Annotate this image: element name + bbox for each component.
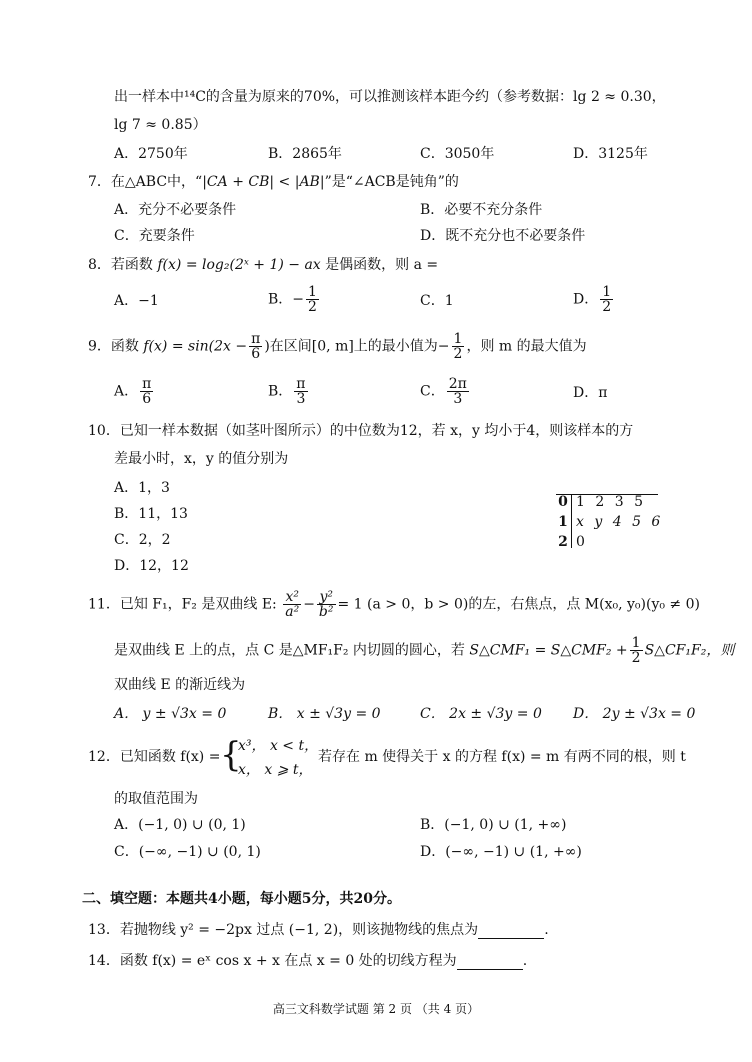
denominator: 3 — [453, 391, 463, 407]
q7-stem-vector: |CA + CB| < |AB| — [202, 174, 325, 190]
q9-stem-pre: 9．函数 — [88, 338, 139, 355]
denominator: 2 — [308, 299, 317, 315]
answer-blank[interactable] — [478, 924, 544, 939]
q11-line3: 双曲线 E 的渐近线为 — [114, 677, 246, 693]
fraction — [630, 636, 643, 665]
leaf-values: x y 4 5 6 — [576, 514, 664, 530]
q7-stem — [88, 173, 459, 191]
left-brace: { — [220, 735, 242, 775]
q12-option-a: A．(−1, 0) ∪ (0, 1) — [114, 817, 246, 833]
stem-value: 1 — [558, 514, 568, 530]
q9-stem-mid: )在区间[0, m]上的最小值为− — [264, 338, 450, 355]
numerator: 1 — [602, 284, 612, 300]
q7-option-a: A．充分不必要条件 — [114, 202, 237, 218]
fraction — [294, 377, 307, 406]
leaf-values: 1 2 3 5 — [576, 494, 646, 510]
denominator: b² — [318, 604, 334, 620]
numerator: 1 — [453, 331, 463, 347]
q9-stem-post: ，则 m 的最大值为 — [466, 338, 587, 355]
q7-stem-post: ”是“∠ACB是钝角”的 — [324, 174, 459, 190]
q12-stem-post: 若存在 m 使得关于 x 的方程 f(x) = m 有两不同的根，则 t — [318, 749, 686, 765]
denominator: a² — [285, 604, 300, 620]
q11-line1: 11．已知 F₁，F₂ 是双曲线 E: $\frac{\text{x²}}{\text{a²}}$ − $\frac{\text{y²}}{\text{b²}}$ = 1 (a > 0，b > 0)的左，右焦点，点 M(x₀, y₀)(y₀ ≠ 0) — [88, 589, 700, 620]
q10-line1: 10．已知一样本数据（如茎叶图所示）的中位数为12，若 x，y 均小于4，则该样本的方 — [88, 423, 634, 439]
q6-option-b: B．2865年 — [268, 146, 342, 162]
stem-value: 0 — [558, 494, 568, 510]
q7-option-d: D．既不充分也不必要条件 — [420, 228, 586, 244]
q12-stem-pre: 12．已知函数 f(x) = — [88, 749, 221, 765]
q8-stem-post: 是偶函数，则 a = — [325, 257, 439, 273]
q7-option-b: B．必要不充分条件 — [420, 202, 543, 218]
q6-line2: lg 7 ≈ 0.85） — [114, 117, 207, 133]
denominator: 6 — [142, 391, 152, 407]
q8-option-a: A．−1 — [114, 293, 159, 309]
leaf-values: 0 — [576, 534, 588, 550]
q11-line2 — [114, 636, 734, 665]
q11-option-b: B． x ± √3y = 0 — [268, 706, 381, 722]
q14 — [88, 952, 527, 970]
q13-text: 13．若抛物线 y² = −2px 过点 (−1, 2)，则该抛物线的焦点为 — [88, 922, 479, 938]
q6-option-d: D．3125年 — [573, 146, 648, 162]
numerator: y² — [317, 590, 336, 605]
q14-period: . — [522, 953, 528, 969]
q9-stem-math: f(x) = sin(2x − — [143, 338, 248, 355]
q8-option-c: C．1 — [420, 293, 454, 309]
fraction — [283, 590, 301, 619]
stem-value: 2 — [558, 534, 568, 550]
q6-option-a: A．2750年 — [114, 146, 188, 162]
fraction — [306, 285, 319, 314]
q9-option-d: D．π — [573, 385, 608, 401]
denominator: 2 — [453, 346, 463, 362]
q10-option-c: C．2，2 — [114, 532, 171, 548]
denominator: 3 — [296, 391, 306, 407]
numerator: π — [142, 376, 152, 392]
numerator: π — [251, 331, 261, 347]
q7-option-c: C．充要条件 — [114, 228, 195, 244]
q7-stem-pre: 7．在△ABC中，“ — [88, 174, 203, 190]
fraction — [452, 332, 465, 361]
q9-option-c-label: C． — [420, 383, 445, 400]
q12-case1: x³， x < t， — [238, 738, 319, 754]
q12-option-c: C．(−∞, −1) ∪ (0, 1) — [114, 844, 261, 860]
q10-option-d: D．12，12 — [114, 558, 189, 574]
denominator: 6 — [251, 346, 261, 362]
fraction — [140, 377, 153, 406]
q9-option-b — [268, 377, 310, 406]
q12-case2: x， x ⩾ t， — [238, 762, 313, 778]
q11-line1-pre: 11．已知 F₁，F₂ 是双曲线 E: — [88, 596, 277, 613]
q10-line2: 差最小时，x，y 的值分别为 — [114, 451, 289, 467]
q11-line2-math: S△CMF₁ = S△CMF₂ + — [469, 642, 628, 659]
fraction — [600, 285, 613, 314]
page-footer: 高三文科数学试题 第 2 页 （共 4 页） — [272, 1002, 480, 1016]
stem-leaf-row — [556, 492, 663, 512]
q13-period: . — [544, 922, 549, 938]
q11-line2-pre: 是双曲线 E 上的点，点 C 是△MF₁F₂ 内切圆的圆心，若 — [114, 642, 465, 659]
fraction — [317, 590, 336, 619]
q10-option-b: B．11，13 — [114, 506, 188, 522]
q11-option-d: D． 2y ± √3x = 0 — [573, 706, 696, 722]
stem-leaf-plot — [556, 492, 663, 552]
stem-leaf-row — [556, 512, 663, 532]
q14-text: 14．函数 f(x) = eˣ cos x + x 在点 x = 0 处的切线方程为 — [88, 953, 457, 969]
q11-option-c: C． 2x ± √3y = 0 — [420, 706, 542, 722]
numerator: 2π — [448, 376, 467, 392]
denominator: 2 — [631, 650, 641, 666]
q10-option-a: A．1，3 — [114, 480, 170, 496]
q9-stem — [88, 332, 587, 361]
fraction — [249, 332, 262, 361]
numerator: π — [296, 376, 306, 392]
q9-option-a-label: A． — [114, 383, 139, 400]
q9-option-b-label: B． — [268, 383, 293, 400]
numerator: x² — [283, 590, 301, 605]
denominator: 2 — [602, 299, 612, 315]
numerator: 1 — [631, 635, 641, 651]
fraction — [447, 377, 469, 406]
q11-option-a: A． y ± √3x = 0 — [114, 706, 227, 722]
q9-option-a — [114, 377, 155, 406]
q12-option-b: B．(−1, 0) ∪ (1, +∞) — [420, 817, 567, 833]
q11-line1-post: = 1 (a > 0，b > 0)的左，右焦点，点 M(x₀, y₀)(y₀ ≠ 0) — [337, 596, 700, 613]
q13 — [88, 921, 549, 939]
q8-option-d-label: D． — [573, 291, 599, 308]
q8-option-d — [573, 285, 615, 314]
q8-stem-pre: 8．若函数 — [88, 257, 153, 273]
q6-option-c: C．3050年 — [420, 146, 495, 162]
q8-option-b-label: B．− — [268, 291, 305, 308]
q9-option-c — [420, 377, 471, 406]
section-title: 二、填空题：本题共4小题，每小题5分，共20分。 — [82, 891, 401, 907]
q8-stem — [88, 256, 438, 274]
q8-option-b — [268, 285, 321, 314]
stem-leaf-row — [556, 532, 663, 552]
q12-option-d: D．(−∞, −1) ∪ (1, +∞) — [420, 844, 582, 860]
q6-line1: 出一样本中¹⁴C的含量为原来的70%，可以推测该样本距今约（参考数据：lg 2 ≈ 0.30， — [114, 89, 666, 105]
answer-blank[interactable] — [457, 955, 523, 970]
q8-stem-math: f(x) = log₂(2ˣ + 1) − ax — [157, 257, 321, 273]
q12-line2: 的取值范围为 — [114, 791, 198, 807]
q11-line2-tail: S△CF₁F₂，则 — [644, 642, 735, 659]
numerator: 1 — [308, 284, 317, 300]
